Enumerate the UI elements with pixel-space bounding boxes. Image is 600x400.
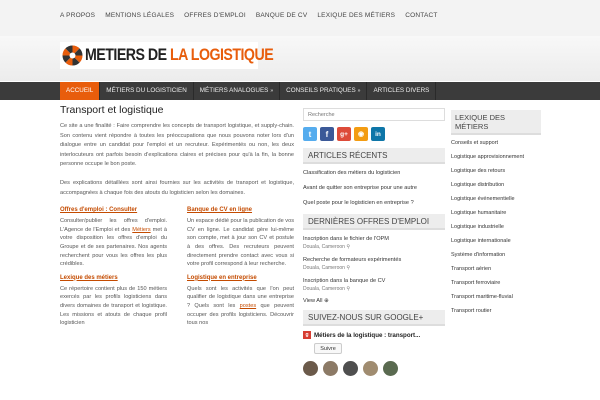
- recent-article-link[interactable]: Quel poste pour le logisticien en entreprise ?: [303, 200, 414, 206]
- inline-link[interactable]: postes: [239, 302, 257, 309]
- feature-text: Ce répertoire contient plus de 150 métiers exercés par les profils logisticiens dans divers domaines de transport et logistique. Les missions et atouts de chaque profil logisticien: [60, 285, 167, 327]
- feature-text-part: met à votre disposition les offres d'emploi du Groupe et de ses partenaires. Nos agents recherchent pour vous les offres les plus crédibles.: [60, 226, 167, 268]
- feature-text: Un espace dédié pour la publication de vos CV en ligne. Le candidat gère lui-même son compte, met à jour son CV et postule à des offres. Des recruteurs peuvent directement prendre contact avec vous si votre profil correspond à leur recherche.: [187, 218, 294, 268]
- feature-text: [187, 285, 294, 328]
- middle-sidebar: [303, 108, 445, 376]
- job-offer-link[interactable]: Inscription dans la banque de CV: [303, 278, 386, 284]
- latest-jobs-heading: DERNIÈRES OFFRES D'EMPLOI: [303, 214, 445, 230]
- top-nav-cv-bank[interactable]: BANQUE DE CV: [255, 12, 308, 19]
- view-all-link[interactable]: [303, 298, 445, 304]
- feature-lexicon: [60, 275, 167, 328]
- job-location: [303, 286, 445, 292]
- main-nav-label: ARTICLES DIVERS: [373, 87, 430, 94]
- location-pin-icon: ⚲: [346, 244, 351, 250]
- avatar[interactable]: [363, 361, 378, 376]
- feature-title-link[interactable]: Lexique des métiers: [60, 274, 118, 281]
- site-logo[interactable]: [60, 42, 274, 69]
- details-paragraph: Des explications détaillées sont ainsi fournies sur les activités de transport et logistique, accompagnées à chaque fois des atouts du logisticien selon les domaines.: [60, 179, 294, 196]
- feature-job-offers: [60, 207, 167, 269]
- lexicon-link[interactable]: Transport aérien: [451, 266, 492, 272]
- lexicon-link[interactable]: Logistique événementielle: [451, 196, 515, 202]
- lexicon-link[interactable]: Transport ferroviaire: [451, 280, 501, 286]
- main-nav: [60, 82, 436, 100]
- inline-link[interactable]: Métiers: [132, 226, 151, 233]
- location-pin-icon: ⚲: [346, 286, 351, 292]
- lexicon-link[interactable]: Conseils et support: [451, 140, 499, 146]
- main-nav-home[interactable]: [60, 82, 100, 100]
- top-nav-lexicon[interactable]: LEXIQUE DES MÉTIERS: [317, 12, 396, 19]
- main-nav-label: MÉTIERS DU LOGISTICIEN: [106, 87, 187, 94]
- main-nav-various-articles[interactable]: [367, 82, 436, 100]
- job-offer-link[interactable]: Recherche de formateurs expérimentés: [303, 257, 402, 263]
- rss-icon[interactable]: ◉: [354, 127, 368, 141]
- main-nav-similar-jobs[interactable]: [194, 82, 280, 100]
- search-input[interactable]: [303, 108, 445, 121]
- job-location: [303, 265, 445, 271]
- view-all-label: View All: [303, 298, 323, 304]
- avatar[interactable]: [303, 361, 318, 376]
- feature-text: [60, 217, 167, 269]
- lexicon-link[interactable]: Transport maritime-fluvial: [451, 294, 513, 300]
- intro-paragraph: Ce site a une finalité : Faire comprendre les concepts de transport logistique, et supply-chain. Son contenu vient répondre à toutes les préoccupations que nous pouvons noter lors d'un dialogue entre un candidat pour l'emploi et un recruteur. Expérimentés ou non, les deux interlocuteurs ont parfois besoin d'explications claires et précises pour qu'à la fin, la bonne personne occupe le bon poste.: [60, 123, 294, 168]
- job-location-text: Douala, Cameroon: [303, 244, 345, 250]
- right-sidebar: [451, 110, 541, 322]
- top-nav: [60, 12, 448, 19]
- feature-title-link[interactable]: Banque de CV en ligne: [187, 207, 253, 214]
- recent-article-link[interactable]: Classification des métiers du logisticien: [303, 170, 401, 176]
- lexicon-link[interactable]: Logistique humanitaire: [451, 210, 507, 216]
- lexicon-link[interactable]: Logistique distribution: [451, 182, 505, 188]
- main-content: [60, 104, 294, 334]
- follow-button[interactable]: [314, 343, 342, 354]
- follow-button-label: Suivre: [320, 345, 336, 352]
- lexicon-link[interactable]: Logistique internationale: [451, 238, 511, 244]
- lexicon-link[interactable]: Logistique approvisionnement: [451, 154, 525, 160]
- lexicon-list: [451, 140, 541, 316]
- logo-sunburst-icon: [62, 45, 83, 66]
- latest-jobs-list: [303, 235, 445, 292]
- recent-articles-list: [303, 169, 445, 207]
- feature-title-link[interactable]: Offres d'emploi : Consulter: [60, 207, 138, 214]
- feature-cv-bank: [187, 207, 294, 269]
- top-nav-about[interactable]: A PROPOS: [60, 12, 96, 19]
- social-links: [303, 127, 445, 141]
- follower-avatars: [303, 361, 445, 376]
- main-nav-practical-tips[interactable]: [280, 82, 367, 100]
- main-nav-label: MÉTIERS ANALOGUES: [199, 87, 269, 94]
- avatar[interactable]: [323, 361, 338, 376]
- top-nav-jobs[interactable]: OFFRES D'EMPLOI: [184, 12, 246, 19]
- google-plus-heading: SUIVEZ-NOUS SUR GOOGLE+: [303, 310, 445, 326]
- feature-title-link[interactable]: Logistique en entreprise: [187, 274, 257, 281]
- feature-grid: [60, 207, 294, 334]
- facebook-icon[interactable]: f: [320, 127, 334, 141]
- lexicon-heading: LEXIQUE DES MÉTIERS: [451, 110, 541, 135]
- google-plus-badge-icon: g: [303, 331, 311, 339]
- dropdown-arrow-icon: »: [357, 88, 361, 94]
- lexicon-link[interactable]: Système d'information: [451, 252, 506, 258]
- lexicon-link[interactable]: Logistique des retours: [451, 168, 506, 174]
- feature-text-part: Quels sont les activités que l'on peut qualifier de logistique dans une entreprise ? Quels sont les: [187, 285, 294, 309]
- lexicon-link[interactable]: Logistique industrielle: [451, 224, 504, 230]
- main-nav-label: CONSEILS PRATIQUES: [286, 87, 356, 94]
- google-plus-icon[interactable]: g+: [337, 127, 351, 141]
- twitter-icon[interactable]: t: [303, 127, 317, 141]
- location-pin-icon: ⚲: [346, 265, 351, 271]
- recent-article-link[interactable]: Avant de quitter son entreprise pour une autre: [303, 185, 418, 191]
- google-plus-page: [303, 331, 445, 339]
- job-offer-link[interactable]: Inscription dans le fichier de l'OPM: [303, 236, 389, 242]
- linkedin-icon[interactable]: in: [371, 127, 385, 141]
- google-plus-page-name[interactable]: Métiers de la logistique : transport...: [314, 331, 421, 339]
- top-nav-legal[interactable]: MENTIONS LÉGALES: [105, 12, 175, 19]
- dropdown-arrow-icon: »: [270, 88, 274, 94]
- top-nav-contact[interactable]: CONTACT: [405, 12, 438, 19]
- page-title: Transport et logistique: [60, 104, 164, 116]
- job-location-text: Douala, Cameroon: [303, 265, 345, 271]
- feature-text-part: que peuvent occuper des profils logisticiens. Découvrir tous nos: [187, 302, 294, 327]
- logo-text-dark: METIERS DE: [85, 46, 171, 64]
- job-location: [303, 244, 445, 250]
- avatar[interactable]: [383, 361, 398, 376]
- main-nav-logistician-jobs[interactable]: [100, 82, 193, 100]
- recent-articles-heading: ARTICLES RÉCENTS: [303, 148, 445, 164]
- job-location-text: Douala, Cameroon: [303, 286, 345, 292]
- view-all-icon: ⊕: [324, 298, 329, 304]
- logo-text-accent: LA LOGISTIQUE: [170, 46, 274, 64]
- lexicon-link[interactable]: Transport routier: [451, 308, 492, 314]
- logo-text: [85, 46, 273, 65]
- feature-text-part: Consulter/publier les offres d'emploi. L'Agence de l'Emploi et des: [60, 218, 167, 233]
- feature-business-logistics: [187, 275, 294, 328]
- main-nav-label: ACCUEIL: [66, 87, 94, 94]
- avatar[interactable]: [343, 361, 358, 376]
